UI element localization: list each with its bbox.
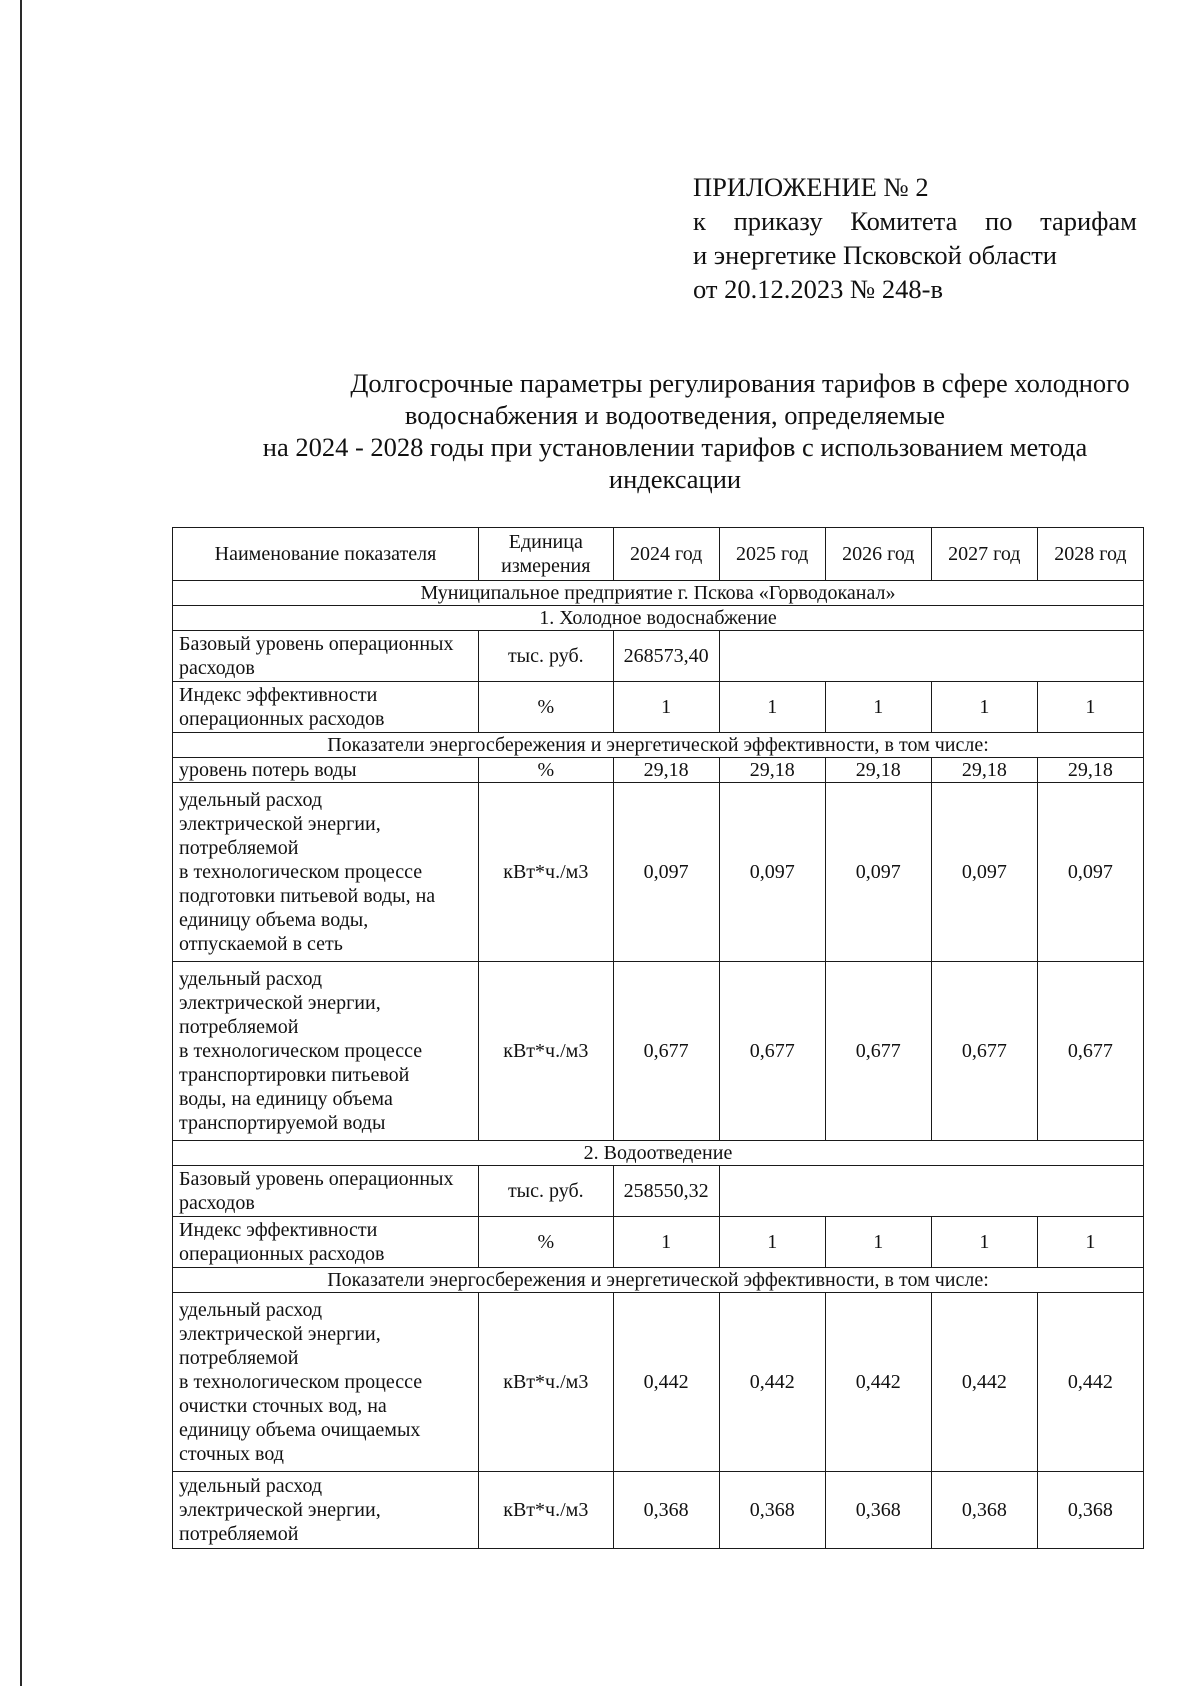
- table-row: [173, 682, 1144, 733]
- row-name: [173, 1472, 479, 1549]
- row-unit: тыс. руб.: [478, 1166, 613, 1217]
- row-name-line: сточных вод: [179, 1443, 284, 1465]
- row-value: 29,18: [931, 758, 1037, 783]
- row-name: уровень потерь воды: [173, 758, 479, 783]
- appendix-order-line: [693, 204, 1137, 238]
- row-value: 0,368: [931, 1472, 1037, 1549]
- energy-header: Показатели энергосбережения и энергетической эффективности, в том числе:: [173, 1268, 1144, 1293]
- table-header-row: [173, 528, 1144, 581]
- title-line-4: индексации: [608, 464, 742, 494]
- row-name: [173, 783, 479, 962]
- row-value: 1: [1037, 682, 1143, 733]
- row-name: [173, 962, 479, 1141]
- row-value: 0,097: [613, 783, 719, 962]
- row-name-line: единицу объема очищаемых: [179, 1419, 421, 1441]
- row-value: 0,442: [719, 1293, 825, 1472]
- appendix-committee: и энергетике Псковской области: [693, 240, 1057, 270]
- row-unit: кВт*ч./м3: [478, 1472, 613, 1549]
- row-value: 0,677: [931, 962, 1037, 1141]
- row-value: 258550,32: [613, 1166, 719, 1217]
- title-line-1: Долгосрочные параметры регулирования тарифов в сфере холодного: [350, 368, 1130, 398]
- row-value: 1: [825, 1217, 931, 1268]
- energy-header-row: [173, 733, 1144, 758]
- section-title: 2. Водоотведение: [173, 1141, 1144, 1166]
- row-value: 29,18: [613, 758, 719, 783]
- row-value: 1: [931, 1217, 1037, 1268]
- row-name-line: потребляемой: [179, 1523, 299, 1545]
- section-row: [173, 606, 1144, 631]
- row-value: 0,097: [931, 783, 1037, 962]
- section-title: 1. Холодное водоснабжение: [173, 606, 1144, 631]
- row-name: Базовый уровень операционных расходов: [173, 1166, 479, 1217]
- row-name: Индекс эффективности операционных расходов: [173, 682, 479, 733]
- appendix-number: ПРИЛОЖЕНИЕ № 2: [693, 172, 929, 202]
- row-value: 1: [1037, 1217, 1143, 1268]
- appendix-word: тарифам: [1040, 206, 1137, 236]
- row-name-line: воды, на единицу объема: [179, 1088, 393, 1110]
- table-row: [173, 1217, 1144, 1268]
- header-2024: 2024 год: [613, 528, 719, 581]
- row-value: 1: [719, 1217, 825, 1268]
- row-value: 1: [931, 682, 1037, 733]
- table-row: [173, 1472, 1144, 1549]
- row-unit: %: [478, 1217, 613, 1268]
- row-value: 0,442: [931, 1293, 1037, 1472]
- row-value: 0,677: [719, 962, 825, 1141]
- row-value: 0,097: [1037, 783, 1143, 962]
- row-unit: %: [478, 682, 613, 733]
- appendix-word: Комитета: [850, 206, 958, 236]
- row-unit: кВт*ч./м3: [478, 1293, 613, 1472]
- title-line-2: водоснабжения и водоотведения, определяемые: [404, 400, 946, 430]
- appendix-word: по: [985, 206, 1013, 236]
- section-row: [173, 1141, 1144, 1166]
- row-value: 29,18: [1037, 758, 1143, 783]
- row-value: 29,18: [719, 758, 825, 783]
- row-name-line: удельный расход: [179, 968, 323, 990]
- empty-cell: [719, 631, 1143, 682]
- row-name-line: отпускаемой в сеть: [179, 933, 343, 955]
- table-row: [173, 631, 1144, 682]
- table-row: [173, 1293, 1144, 1472]
- header-unit: Единица измерения: [478, 528, 613, 581]
- row-name-line: удельный расход: [179, 1299, 323, 1321]
- row-name-line: в технологическом процессе: [179, 1040, 423, 1062]
- row-value: 0,442: [613, 1293, 719, 1472]
- header-name: Наименование показателя: [173, 528, 479, 581]
- row-value: 0,097: [825, 783, 931, 962]
- row-name: Индекс эффективности операционных расходов: [173, 1217, 479, 1268]
- row-name-line: удельный расход: [179, 1475, 323, 1497]
- row-value: 0,368: [613, 1472, 719, 1549]
- row-name-line: потребляемой: [179, 1016, 299, 1038]
- table-row: [173, 783, 1144, 962]
- header-2026: 2026 год: [825, 528, 931, 581]
- row-name-line: потребляемой: [179, 837, 299, 859]
- row-value: 0,368: [825, 1472, 931, 1549]
- document-title: [180, 367, 1170, 495]
- row-unit: тыс. руб.: [478, 631, 613, 682]
- row-name-line: в технологическом процессе: [179, 861, 423, 883]
- row-name-line: очистки сточных вод, на: [179, 1395, 387, 1417]
- row-name-line: в технологическом процессе: [179, 1371, 423, 1393]
- row-name-line: потребляемой: [179, 1347, 299, 1369]
- row-value: 1: [613, 1217, 719, 1268]
- organization-name: Муниципальное предприятие г. Пскова «Горводоканал»: [173, 581, 1144, 606]
- row-value: 1: [825, 682, 931, 733]
- row-value: 0,677: [613, 962, 719, 1141]
- row-unit: кВт*ч./м3: [478, 962, 613, 1141]
- row-value: 29,18: [825, 758, 931, 783]
- row-value: 0,442: [1037, 1293, 1143, 1472]
- header-2028: 2028 год: [1037, 528, 1143, 581]
- row-name-line: подготовки питьевой воды, на: [179, 885, 436, 907]
- page-margin-line: [20, 0, 22, 1686]
- row-value: 0,097: [719, 783, 825, 962]
- row-value: 1: [613, 682, 719, 733]
- row-name-line: электрической энергии,: [179, 992, 381, 1014]
- row-name: Базовый уровень операционных расходов: [173, 631, 479, 682]
- row-name-line: единицу объема воды,: [179, 909, 369, 931]
- row-value: 1: [719, 682, 825, 733]
- row-value: 0,368: [719, 1472, 825, 1549]
- header-2025: 2025 год: [719, 528, 825, 581]
- appendix-header: [693, 170, 1137, 306]
- energy-header: Показатели энергосбережения и энергетической эффективности, в том числе:: [173, 733, 1144, 758]
- row-unit: %: [478, 758, 613, 783]
- row-name-line: электрической энергии,: [179, 1499, 381, 1521]
- title-line-3: на 2024 - 2028 годы при установлении тарифов с использованием метода: [262, 432, 1088, 462]
- table-row: [173, 962, 1144, 1141]
- table-row: [173, 1166, 1144, 1217]
- row-value: 0,677: [825, 962, 931, 1141]
- row-name-line: электрической энергии,: [179, 813, 381, 835]
- organization-row: [173, 581, 1144, 606]
- row-value: 268573,40: [613, 631, 719, 682]
- parameters-table: [172, 527, 1144, 1549]
- row-name-line: транспортируемой воды: [179, 1112, 386, 1134]
- row-name-line: электрической энергии,: [179, 1323, 381, 1345]
- header-2027: 2027 год: [931, 528, 1037, 581]
- appendix-word: приказу: [733, 206, 823, 236]
- row-name-line: транспортировки питьевой: [179, 1064, 410, 1086]
- row-value: 0,677: [1037, 962, 1143, 1141]
- row-name: [173, 1293, 479, 1472]
- row-name-line: удельный расход: [179, 789, 323, 811]
- row-value: 0,368: [1037, 1472, 1143, 1549]
- appendix-date: от 20.12.2023 № 248-в: [693, 274, 943, 304]
- table-row: [173, 758, 1144, 783]
- row-unit: кВт*ч./м3: [478, 783, 613, 962]
- empty-cell: [719, 1166, 1143, 1217]
- appendix-word: к: [693, 206, 706, 236]
- row-value: 0,442: [825, 1293, 931, 1472]
- energy-header-row: [173, 1268, 1144, 1293]
